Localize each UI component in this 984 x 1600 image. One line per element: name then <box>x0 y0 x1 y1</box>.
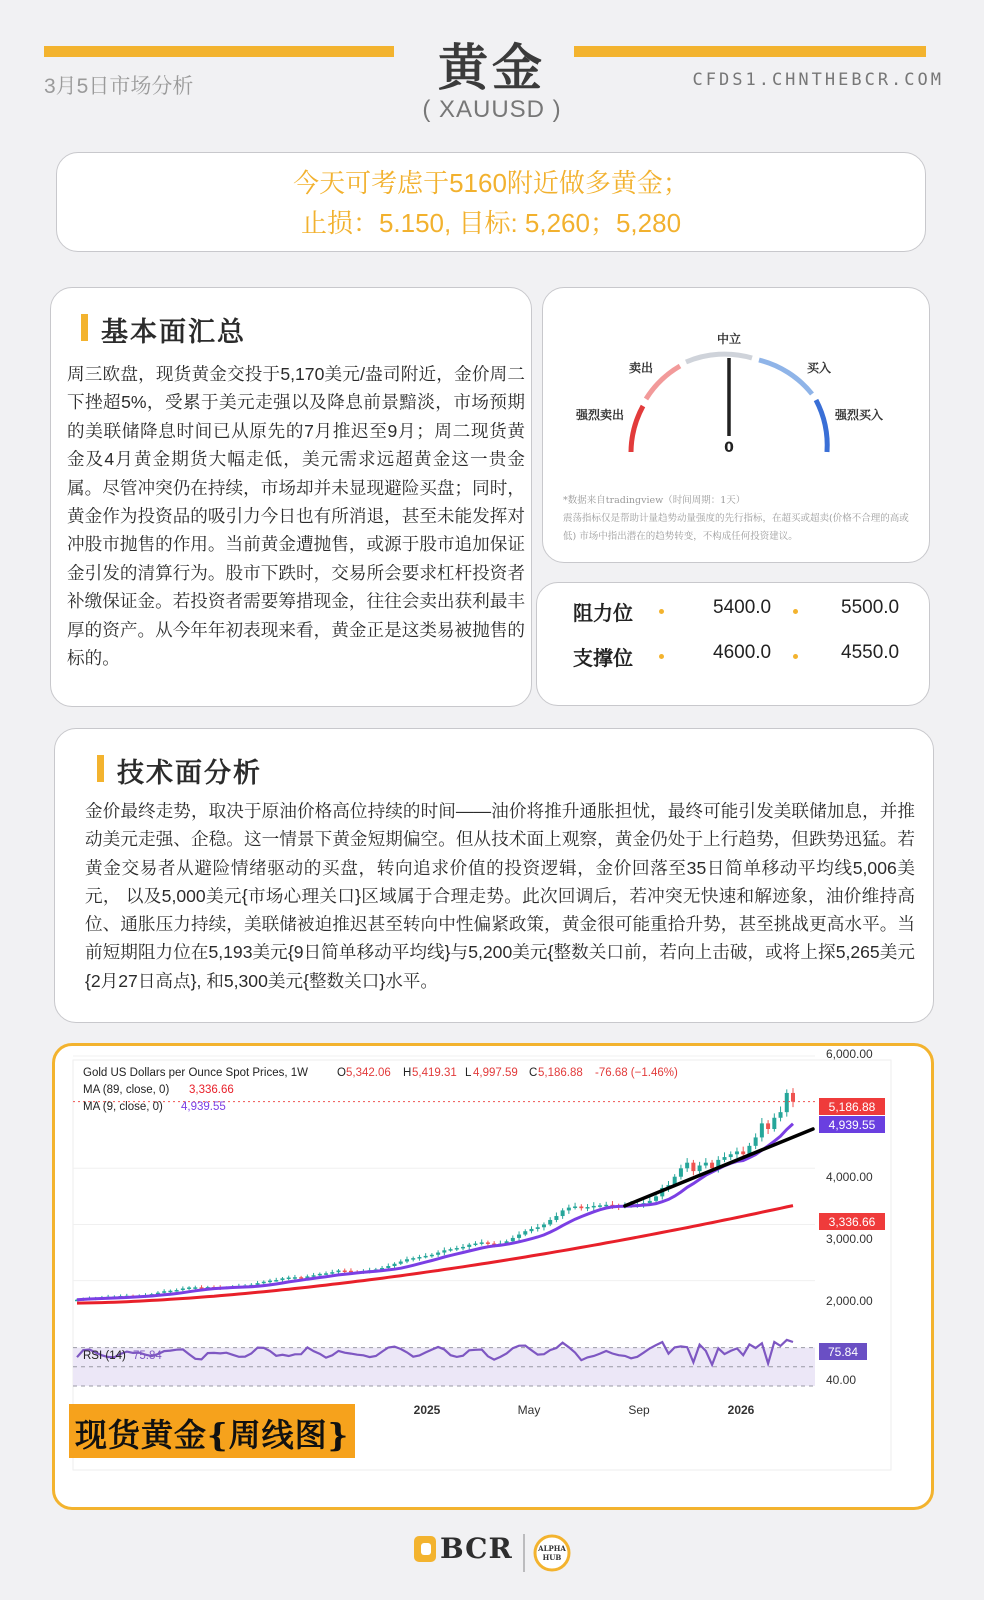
date-label: 3月5日市场分析 <box>44 75 194 98</box>
candle-body <box>735 1151 739 1154</box>
candle-body <box>536 1227 540 1229</box>
candle-body <box>741 1151 745 1154</box>
candle-body <box>579 1206 583 1208</box>
candle-body <box>268 1281 272 1283</box>
y-tick-label: 2,000.00 <box>826 1294 873 1308</box>
svg-text:ALPHA: ALPHA <box>538 1544 566 1553</box>
candle-body <box>436 1253 440 1255</box>
sentiment-gauge-card <box>542 287 930 563</box>
ma89-legend-label: MA (89, close, 0) <box>83 1084 170 1096</box>
x-tick-label: May <box>517 1403 541 1417</box>
candle-body <box>187 1287 191 1289</box>
candle-body <box>573 1206 577 1208</box>
technical-title: 技术面分析 <box>117 758 262 788</box>
svg-text:BCR: BCR <box>440 1532 513 1565</box>
support-value-1: 4600.0 <box>713 642 772 663</box>
candle-body <box>411 1258 415 1260</box>
ohlc-c-label: C <box>529 1067 538 1079</box>
rsi-legend-label: RSI (14) <box>83 1350 126 1362</box>
resistance-row <box>537 597 929 627</box>
candle-body <box>779 1112 783 1118</box>
candle-body <box>685 1163 689 1169</box>
gauge-label-neutral: 中立 <box>716 332 742 346</box>
candle-body <box>785 1093 789 1112</box>
chart-title: Gold US Dollars per Ounce Spot Prices, 1W <box>83 1067 308 1079</box>
separator-dot <box>793 654 798 659</box>
candle-body <box>455 1248 459 1250</box>
ma9-legend-value: 4,939.55 <box>181 1101 226 1113</box>
candle-body <box>336 1271 340 1273</box>
candle-body <box>274 1280 278 1282</box>
alpha-hub-logo-icon <box>535 1536 569 1570</box>
svg-text:HUB: HUB <box>542 1553 562 1562</box>
candle-body <box>710 1163 714 1169</box>
candle-body <box>343 1271 347 1273</box>
candle-body <box>772 1118 776 1129</box>
gauge-label-strong-sell: 强烈卖出 <box>575 408 625 422</box>
gauge-label-strong-buy: 强烈买入 <box>834 408 884 422</box>
ma89-tag-text: 3,336.66 <box>828 1215 876 1229</box>
levels-card <box>536 582 930 706</box>
resistance-value-2: 5500.0 <box>841 597 900 618</box>
chart-overlay-label: 现货黄金{周线图} <box>75 1416 350 1454</box>
candle-body <box>280 1278 284 1280</box>
candle-body <box>542 1224 546 1227</box>
candle-body <box>517 1235 521 1238</box>
x-tick-label: 2025 <box>413 1403 441 1417</box>
candle-body <box>324 1273 328 1275</box>
candle-body <box>592 1206 596 1208</box>
recommendation-line2: 止损：5.150, 目标: 5,260；5,280 <box>300 208 682 238</box>
candle-body <box>293 1277 297 1279</box>
candle-body <box>417 1257 421 1259</box>
candle-body <box>754 1137 758 1145</box>
bcr-logo-icon <box>414 1536 436 1562</box>
gauge-arc-buy <box>759 360 812 394</box>
candle-body <box>399 1262 403 1264</box>
candle-body <box>604 1205 608 1207</box>
x-tick-label: Sep <box>628 1403 650 1417</box>
y-tick-label: 3,000.00 <box>826 1232 873 1246</box>
candle-body <box>168 1291 172 1293</box>
candle-body <box>766 1123 770 1129</box>
gauge-arc-strong-sell <box>631 406 643 452</box>
ohlc-high: 5,419.31 <box>412 1067 457 1079</box>
chart-overlay-label-box <box>69 1404 355 1458</box>
gauge-label-buy: 买入 <box>806 361 832 375</box>
candle-body <box>723 1157 727 1160</box>
candle-body <box>262 1282 266 1284</box>
technical-text: 金价最终走势，取决于原油价格高位持续的时间——油价将推升通胀担忧，最终可能引发美联储加息，并推动美元走强、企稳。这一情景下黄金短期偏空。但从技术面上观察，黄金仍处于上行趋势，但跌势迅猛。若黄金交易者从避险情绪驱动的买盘，转向追求价值的投资逻辑，金价回落至35日简单移动平均线5,006美元， 以及5,000美元{市场心理关口}区域属于合理走势。此次回调后，若冲突无快速和解迹象，油价维持高位、通胀压力持续，美联储被迫推迟甚至转向中性偏紧政策，黄金很可能重拾升势，甚至挑战更高水平。当前短期阻力位在5,193美元{9日简单移动平均线}与5,200美元{整数关口前，若向上击破，或将上探5,265美元{2月27日高点}, 和5,300美元{整数关口}水平。 <box>85 801 915 991</box>
candle-body <box>530 1229 534 1231</box>
x-tick-label: 2026 <box>727 1403 755 1417</box>
support-label: 支撑位 <box>573 648 633 670</box>
candle-body <box>175 1290 179 1292</box>
gauge-arc-neutral <box>686 354 752 362</box>
rsi-tag-text: 75.84 <box>827 1345 859 1359</box>
candle-body <box>473 1244 477 1246</box>
candle-body <box>561 1210 565 1216</box>
gauge-note-disclaimer: 震荡指标仅是帮助计量趋势动量强度的先行指标，在超买或超卖(价格不合理的高或低) 市场中指出潜在的趋势转变，不构成任何投资建议。 <box>563 513 909 542</box>
y-tick-label: 4,000.00 <box>826 1170 873 1184</box>
candle-body <box>449 1249 453 1251</box>
candle-body <box>405 1259 409 1261</box>
bcr-alpha-hub-logo <box>412 1530 580 1576</box>
ma9-tag-text: 4,939.55 <box>828 1118 876 1132</box>
ohlc-h-label: H <box>403 1067 412 1079</box>
candle-body <box>312 1275 316 1277</box>
fundamentals-card <box>50 287 532 707</box>
technical-card <box>54 728 934 1023</box>
candle-body <box>691 1163 695 1171</box>
candle-body <box>480 1242 484 1244</box>
gauge-value: 0 <box>724 440 734 456</box>
candle-body <box>318 1274 322 1276</box>
site-url[interactable]: CFDS1.CHNTHEBCR.COM <box>692 70 944 90</box>
candle-body <box>442 1250 446 1252</box>
candle-body <box>586 1207 590 1209</box>
candle-body <box>330 1272 334 1274</box>
recommendation-line1: 今天可考虑于5160附近做多黄金； <box>293 168 689 198</box>
price-tag-text: 5,186.88 <box>828 1100 876 1114</box>
candle-body <box>193 1287 197 1289</box>
separator-dot <box>659 609 664 614</box>
ohlc-close: 5,186.88 <box>538 1067 583 1079</box>
candle-body <box>648 1201 652 1203</box>
candle-body <box>791 1093 795 1102</box>
section-marker <box>97 755 104 782</box>
candle-body <box>386 1266 390 1268</box>
recommendation-card <box>56 152 926 252</box>
gauge-note-source: *数据来自tradingview（时间周期：1天） <box>563 495 746 506</box>
candle-body <box>287 1278 291 1280</box>
section-marker <box>81 314 88 341</box>
sentiment-gauge <box>543 288 931 488</box>
ma9-legend-label: MA (9, close, 0) <box>83 1101 163 1113</box>
gauge-arc-strong-buy <box>816 400 827 452</box>
page-title: 黄金 <box>438 40 546 96</box>
candle-body <box>567 1208 571 1211</box>
ohlc-low: 4,997.59 <box>473 1067 518 1079</box>
ma89-legend-value: 3,336.66 <box>189 1084 234 1096</box>
separator-dot <box>659 654 664 659</box>
candle-body <box>430 1255 434 1257</box>
candle-body <box>181 1288 185 1290</box>
ohlc-open: 5,342.06 <box>346 1067 391 1079</box>
candle-body <box>461 1247 465 1249</box>
rsi-level-label: 40.00 <box>826 1373 857 1387</box>
candle-body <box>698 1165 702 1171</box>
separator-dot <box>793 609 798 614</box>
fundamentals-title: 基本面汇总 <box>101 317 246 347</box>
resistance-value-1: 5400.0 <box>713 597 772 618</box>
candle-body <box>554 1216 558 1220</box>
candle-body <box>467 1245 471 1247</box>
candle-body <box>598 1205 602 1207</box>
candle-body <box>704 1163 708 1166</box>
resistance-label: 阻力位 <box>573 603 633 625</box>
candle-body <box>729 1154 733 1157</box>
ohlc-l-label: L <box>465 1067 472 1079</box>
candle-body <box>424 1256 428 1258</box>
candle-body <box>679 1168 683 1176</box>
rsi-legend-value: 75.84 <box>133 1350 162 1362</box>
fundamentals-text: 周三欧盘，现货黄金交投于5,170美元/盎司附近，金价周二下挫超5%，受累于美元走强以及降息前景黯淡，市场预期的美联储降息时间已从原先的7月推迟至9月；周二现货黄金及4月黄金期货大幅走低，美元需求远超黄金这一贵金属。尽管冲突仍在持续，市场却并未显现避险买盘；同时，黄金作为投资品的吸引力今日也有所消退，甚至未能发挥对冲股市抛售的作用。当前黄金遭抛售，或源于股市追加保证金引发的清算行为。股市下跌时，交易所会要求杠杆投资者补缴保证金。若投资者需要筹措现金，往往会卖出获利最丰厚的资产。从今年年初表现来看，黄金正是这类易被抛售的标的。 <box>67 364 525 669</box>
candle-body <box>162 1291 166 1293</box>
candle-body <box>511 1238 515 1241</box>
support-value-2: 4550.0 <box>841 642 900 663</box>
candle-body <box>393 1264 397 1266</box>
candle-body <box>486 1242 490 1244</box>
gauge-note <box>563 492 919 546</box>
candle-body <box>548 1220 552 1224</box>
ohlc-change: -76.68 (−1.46%) <box>595 1067 678 1079</box>
candle-body <box>760 1123 764 1137</box>
page-subtitle: ( XAUUSD ) <box>422 96 562 123</box>
candle-body <box>523 1231 527 1234</box>
support-row <box>537 642 929 672</box>
gauge-label-sell: 卖出 <box>628 361 654 375</box>
gold-weekly-chart-card <box>52 1043 934 1510</box>
candle-body <box>654 1196 658 1200</box>
y-tick-label: 6,000.00 <box>826 1047 873 1061</box>
ohlc-o-label: O <box>337 1067 346 1079</box>
